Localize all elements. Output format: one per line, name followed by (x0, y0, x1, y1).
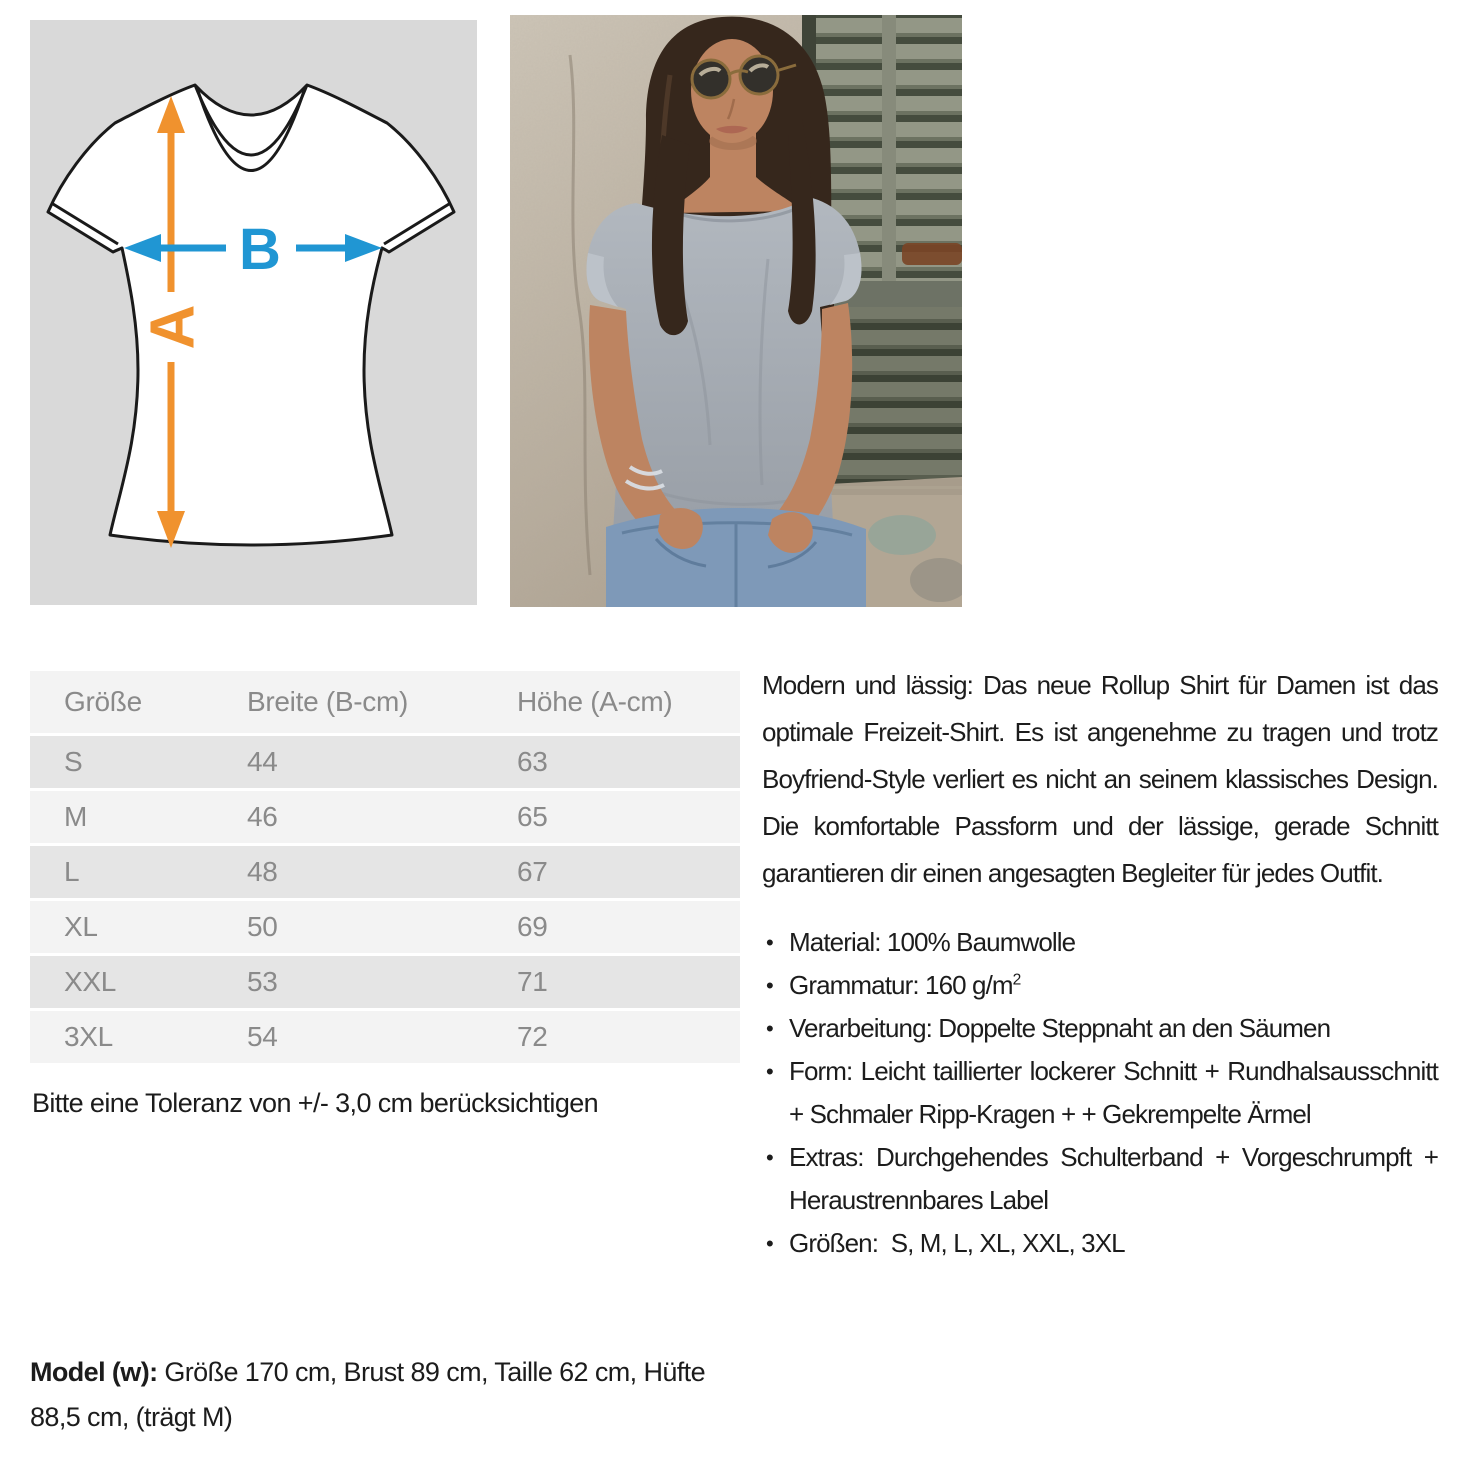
list-item-verarbeitung: • Verarbeitung: Doppelte Steppnaht an den Säumen (762, 1007, 1438, 1050)
table-row-3xl (30, 1011, 740, 1066)
breite-cell: 54 (247, 1021, 278, 1052)
description-paragraph: Modern und lässig: Das neue Rollup Shirt für Damen ist das optimale Freizeit-Shirt. Es ist angenehme zu tragen und trotz Boyfriend-Style verliert es nicht an seinem klassisches Design. Die komfortable Passform und der lässige, gerade Schnitt garantieren dir einen angesagten Begleiter für jedes Outfit. (762, 670, 1438, 888)
bullet-icon: • (766, 1059, 773, 1084)
column-header-groesse: Größe (64, 686, 142, 717)
bullet-icon: • (766, 1231, 773, 1256)
label-b: B (239, 216, 281, 282)
bullet-icon: • (766, 1145, 773, 1170)
paint-flake-teal (868, 515, 936, 555)
tolerance-note: Bitte eine Toleranz von +/- 3,0 cm berücksichtigen (32, 1088, 599, 1118)
breite-cell: 53 (247, 966, 278, 997)
breite-cell: 44 (247, 746, 278, 777)
table-row-xl (30, 901, 740, 956)
size-diagram (30, 20, 477, 605)
shutter-upper-stile (882, 15, 896, 283)
description-column (762, 662, 1445, 1265)
size-table (30, 671, 740, 1066)
superscript: 2 (1012, 971, 1021, 989)
breite-cell: 50 (247, 911, 278, 942)
feature-list (762, 921, 1445, 1265)
hoehe-cell: 65 (517, 801, 548, 832)
hoehe-cell: 69 (517, 911, 548, 942)
breite-cell: 48 (247, 856, 278, 887)
list-item-groessen: • Größen: S, M, L, XL, XXL, 3XL (762, 1222, 1438, 1265)
size-cell: XXL (64, 966, 117, 997)
product-photo (510, 15, 962, 607)
table-row-s (30, 736, 740, 791)
hoehe-cell: 67 (517, 856, 548, 887)
column-header-hoehe: Höhe (A-cm) (517, 686, 673, 717)
product-photo-canvas (510, 15, 962, 607)
bullet-icon: • (766, 930, 773, 955)
list-item-extras: • Extras: Durchgehendes Schulterband + Vorgeschrumpft + Heraustrennbares Label (762, 1136, 1438, 1222)
model-info-text: Größe 170 cm, Brust 89 cm, Taille 62 cm, Hüfte 88,5 cm, (trägt M) (30, 1357, 705, 1432)
size-cell: 3XL (64, 1021, 113, 1052)
model-info-label: Model (w): (30, 1357, 158, 1387)
size-diagram-canvas (30, 20, 477, 605)
size-cell: XL (64, 911, 98, 942)
size-cell: S (64, 746, 83, 777)
model-info (30, 1350, 760, 1440)
hoehe-cell: 71 (517, 966, 548, 997)
table-row-xxl (30, 956, 740, 1011)
label-a: A (138, 304, 208, 350)
size-cell: M (64, 801, 88, 832)
size-cell: L (64, 856, 80, 887)
table-row-m (30, 791, 740, 846)
list-item-material: • Material: 100% Baumwolle (762, 921, 1438, 964)
list-item-form: • Form: Leicht taillierter lockerer Schnitt + Rundhalsausschnitt + Schmaler Ripp-Kragen + + Gekrempelte Ärmel (762, 1050, 1438, 1136)
column-header-breite: Breite (B-cm) (247, 686, 408, 717)
list-item-grammatur: • Grammatur: 160 $g/m^2$ (762, 964, 1438, 1007)
bullet-icon: • (766, 973, 773, 998)
hoehe-cell: 72 (517, 1021, 548, 1052)
hoehe-cell: 63 (517, 746, 548, 777)
rusty-hinge (902, 243, 962, 265)
table-row-l (30, 846, 740, 901)
breite-cell: 46 (247, 801, 278, 832)
bullet-icon: • (766, 1016, 773, 1041)
table-header-row (30, 671, 740, 736)
